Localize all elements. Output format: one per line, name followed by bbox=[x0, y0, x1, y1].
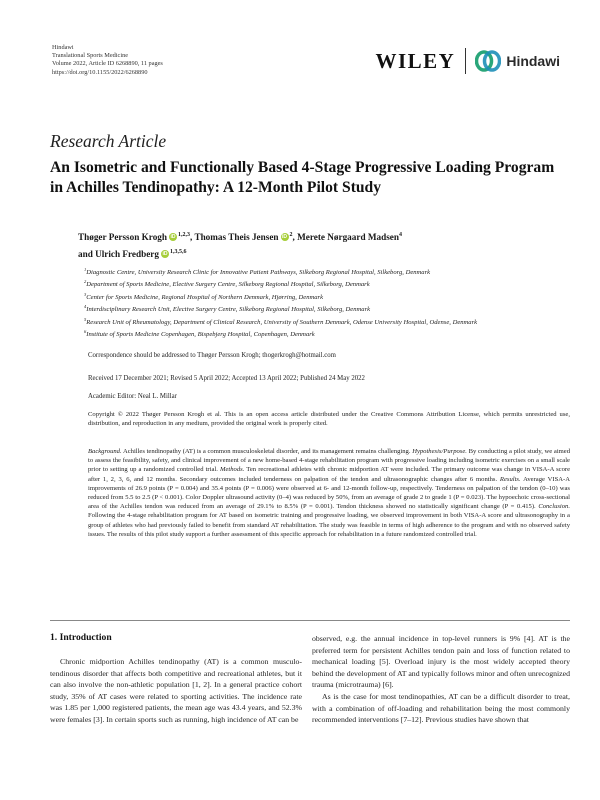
orcid-icon[interactable]: iD bbox=[282, 234, 288, 240]
abstract-results-label: Results. bbox=[499, 475, 521, 483]
author-affiliation-ref: 1,3,5,6 bbox=[169, 249, 187, 255]
author-affiliation-ref: 4 bbox=[399, 232, 402, 238]
orcid-icon[interactable]: iD bbox=[170, 234, 176, 240]
abstract-purpose-label: Hypothesis/Purpose. bbox=[412, 448, 467, 455]
volume-line: Volume 2022, Article ID 6268890, 11 pages bbox=[52, 60, 163, 68]
author-list: Thøger Persson Krogh iD $^{1,2,3}$, Thomas Theis Jensen iD $^2$, Merete Nørgaard Madsen$^4$ and Ulrich Fredberg iD $^{1,3,5,6}$ bbox=[78, 232, 402, 259]
doi-link[interactable]: https://doi.org/10.1155/2022/6268890 bbox=[52, 68, 148, 76]
publisher-logos bbox=[375, 46, 560, 76]
academic-editor: Academic Editor: Neal L. Millar bbox=[88, 393, 177, 400]
article-type: Research Article bbox=[50, 131, 167, 151]
publisher-name: Hindawi bbox=[52, 44, 74, 51]
article-title: An Isometric and Functionally Based 4-Stage Progressive Loading Program in Achilles Tendinopathy: A 12-Month Pilot Study bbox=[50, 159, 555, 196]
author-affiliation-ref: 2 bbox=[289, 232, 293, 238]
abstract-methods-label: Methods. bbox=[219, 466, 245, 474]
journal-name: Translational Sports Medicine bbox=[52, 52, 129, 60]
author-name: and Ulrich Fredberg bbox=[78, 249, 159, 259]
abstract: Background. Achilles tendinopathy (AT) is a common musculoskeletal disorder, and its management remains challenging. Hypothesis/Purpose. By conducting a pilot study, we aimed to assess the feasibility, safety, and clinical improvement of a new home-based 4-stage rehabilitation program with progressive loading including isometric exercises on a small scale prior to setting up a randomized controlled trial. Methods. Ten recreational athletes with chronic midportion AT were included. The primary outcome was change in VISA-A score after 1, 2, 3, 6, and 12 months. Secondary outcomes included tenderness on palpation of the tendon and ultrasonographic changes after 6 months. Results. Average VISA-A improvements of 26.9 points (P = 0.004) and 35.4 points (P = 0.006) were observed at 6- and 12-month follow-up, respectively. Tenderness on palpation of the tendon (0–10) was reduced from 5.5 to 2.5 (P < 0.001). Color Doppler ultrasound activity (0–4) was reduced by 50%, from an average of grade 2 to grade 1 (P = 0.023). The hypoechoic cross-sectional area of the Achilles tendon was reduced from an average of 29.1% to 8.5% (P = 0.001). Tendon thickness showed no statistically significant change (P = 0.415). Conclusion. Following the 4-stage rehabilitation program for AT based on isometric training and progressive loading, we observed improvement in both VISA-A score and ultrasonography in a group of athletes who had previously failed to benefit from standard AT rehabilitation. The study was feasible in terms of high adherence to the program and with no observed safety issues. The results of this pilot study support a further assessment of this specific approach for rehabilitation in a future randomized controlled trial. bbox=[88, 448, 571, 538]
affiliation-list bbox=[84, 265, 554, 339]
affiliation-item: $^1$Diagnostic Centre, University Research Clinic for Innovative Patient Pathways, Silkeborg Regional Hospital, Silkeborg, Denmark bbox=[84, 267, 431, 276]
logo-divider bbox=[465, 48, 466, 74]
wiley-logo: WILEY bbox=[375, 48, 456, 73]
section-divider bbox=[50, 620, 570, 621]
copyright-notice: Copyright © 2022 Thøger Persson Krogh et al. This is an open access article distributed under the Creative Commons Attribution License, which permits unrestricted use, distribution, and reproduction in any medium, provided the original work is properly cited. bbox=[88, 411, 570, 428]
author-name: Thøger Persson Krogh bbox=[78, 232, 167, 242]
abstract-background-label: Background. bbox=[88, 448, 122, 455]
affiliation-item: $^5$Research Unit of Rheumatology, Department of Clinical Research, University of Southern Denmark, Odense University Hospital, Odense, Denmark bbox=[84, 316, 478, 326]
hindawi-logo-icon bbox=[475, 49, 501, 73]
author-name: Thomas Theis Jensen bbox=[194, 232, 279, 242]
author-affiliation-ref: 1,2,3 bbox=[178, 232, 190, 238]
journal-meta bbox=[52, 44, 163, 77]
author-name: Merete Nørgaard Madsen bbox=[297, 232, 399, 242]
correspondence: Correspondence should be addressed to Thøger Persson Krogh; thogerkrogh@hotmail.com bbox=[88, 352, 336, 359]
affiliation-item: $^6$Institute of Sports Medicine Copenhagen, Bispebjerg Hospital, Copenhagen, Denmark bbox=[84, 329, 315, 339]
publication-dates: Received 17 December 2021; Revised 5 April 2022; Accepted 13 April 2022; Published 24 May 2022 bbox=[88, 375, 365, 382]
affiliation-item: $^4$Interdisciplinary Research Unit, Elective Surgery Centre, Silkeborg Regional Hospital, Silkeborg, Denmark bbox=[84, 304, 371, 314]
affiliation-item: $^2$Department of Sports Medicine, Elective Surgery Centre, Silkeborg Regional Hospital, Silkeborg, Denmark bbox=[84, 279, 370, 289]
section-heading: 1. Introduction bbox=[50, 632, 112, 643]
orcid-icon[interactable]: iD bbox=[162, 251, 168, 257]
abstract-conclusion-label: Conclusion. bbox=[538, 503, 570, 511]
affiliation-item: $^3$Center for Sports Medicine, Regional Hospital of Northern Denmark, Hjørring, Denmark bbox=[84, 291, 324, 301]
body-paragraph: observed, e.g. the annual incidence in top-level runners is 9% [4]. AT is the preferred term for persistent Achilles tendon pain and loss of function related to mechanical loading [5]. Overload injury is the most widely accepted theory behind the development of AT and typically follows minor and often unrecognized trauma (microtrauma) [6]. bbox=[312, 634, 570, 690]
body-column-left: Chronic midportion Achilles tendinopathy (AT) is a common musculo-tendinous disorder that affects both competitive and recreational athletes, but it can also involve the non-athletic population [1, 2]. In a general practice cohort study, 35% of AT cases were related to sporting activities. The incidence rate was 1.85 per 1,000 registered patients, the mean age was 43.4 years, and 52.3% were females [3]. In certain sports such as running, high incidence of AT can be bbox=[50, 657, 302, 724]
body-column-right bbox=[312, 633, 570, 726]
body-paragraph: As is the case for most tendinopathies, AT can be a difficult disorder to treat, with a combination of off-loading and rehabilitation being the most commonly recommended interventions [7–12]. Previous studies have shown that bbox=[312, 691, 570, 725]
hindawi-logo-text: Hindawi bbox=[506, 53, 560, 69]
